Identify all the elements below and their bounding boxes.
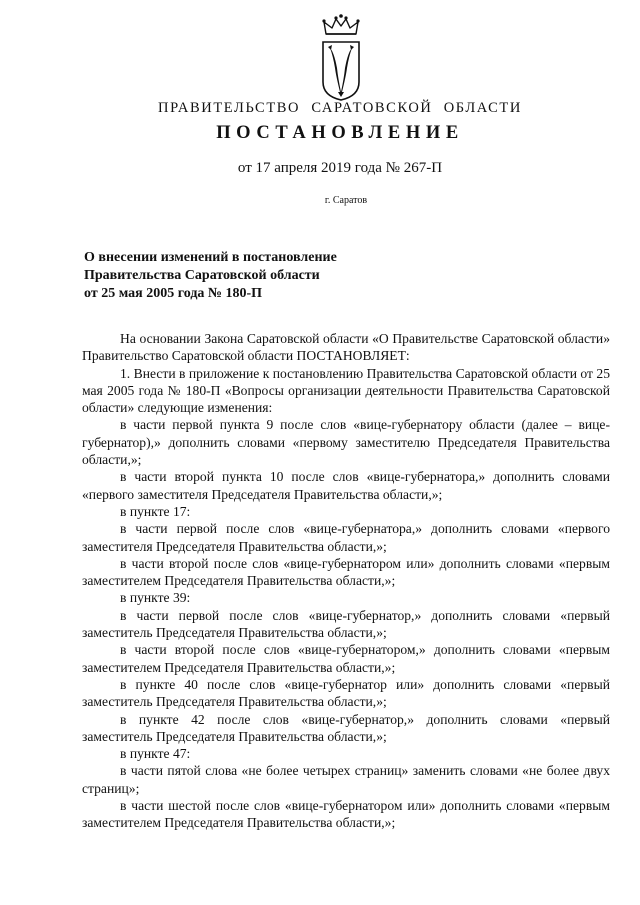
decree-subject <box>84 249 424 303</box>
government-name: ПРАВИТЕЛЬСТВО САРАТОВСКОЙ ОБЛАСТИ <box>158 100 522 116</box>
body-paragraph: в части второй после слов «вице-губернатором или» дополнить словами «первым заместителем Председателя Правительства области,»; <box>82 555 610 589</box>
body-paragraph: в пункте 39: <box>120 590 191 606</box>
body-paragraph: в пункте 40 после слов «вице-губернатор или» дополнить словами «первый заместитель Председателя Правительства области,»; <box>82 676 610 710</box>
body-paragraph: в пункте 47: <box>120 746 191 762</box>
body-paragraph: в части первой пункта 9 после слов «вице-губернатору области (далее – вице-губернатор),» дополнить словами «первому заместителю Председателя Правительства области,»; <box>82 417 610 468</box>
body-paragraph: в пункте 42 после слов «вице-губернатор,» дополнить словами «первый заместитель Председателя Правительства области,»; <box>82 711 610 744</box>
body-paragraph: в части второй пункта 10 после слов «вице-губернатора,» дополнить словами «первого заместителя Председателя Правительства области,»; <box>82 469 610 502</box>
body-paragraph: в части первой после слов «вице-губернатор,» дополнить словами «первый заместитель Председателя Правительства области,»; <box>82 607 610 641</box>
body-paragraph: в части шестой после слов «вице-губернатором или» дополнить словами «первым заместителем Председателя Правительства области,»; <box>82 798 610 831</box>
body-paragraph: в части второй после слов «вице-губернатором,» дополнить словами «первым заместителем Председателя Правительства области,»; <box>82 642 610 675</box>
subject-line: Правительства Саратовской области <box>84 268 320 283</box>
city: г. Саратов <box>324 195 368 206</box>
saratov-coat-of-arms-icon <box>318 12 364 102</box>
subject-line: от 25 мая 2005 года № 180-П <box>84 286 263 301</box>
body-paragraph: в пункте 17: <box>120 503 191 519</box>
body-paragraph: 1. Внести в приложение к постановлению Правительства Саратовской области от 25 мая 2005 года № 180-П «Вопросы организации деятельности Правительства Саратовской области» следующие изменения: <box>82 365 610 416</box>
body-paragraph: в части пятой слова «не более четырех страниц» заменить словами «не более двух страниц»; <box>82 763 610 796</box>
decree-date-number: от 17 апреля 2019 года № 267-П <box>237 160 443 176</box>
body-paragraph: в части первой после слов «вице-губернатора,» дополнить словами «первого заместителя Председателя Правительства области,»; <box>82 521 610 554</box>
subject-line: О внесении изменений в постановление <box>84 250 337 265</box>
document-type: ПОСТАНОВЛЕНИЕ <box>216 123 464 143</box>
body-paragraph: На основании Закона Саратовской области «О Правительстве Саратовской области» Правительство Саратовской области ПОСТАНОВЛЯЕТ: <box>82 331 610 364</box>
decree-body <box>82 330 610 832</box>
